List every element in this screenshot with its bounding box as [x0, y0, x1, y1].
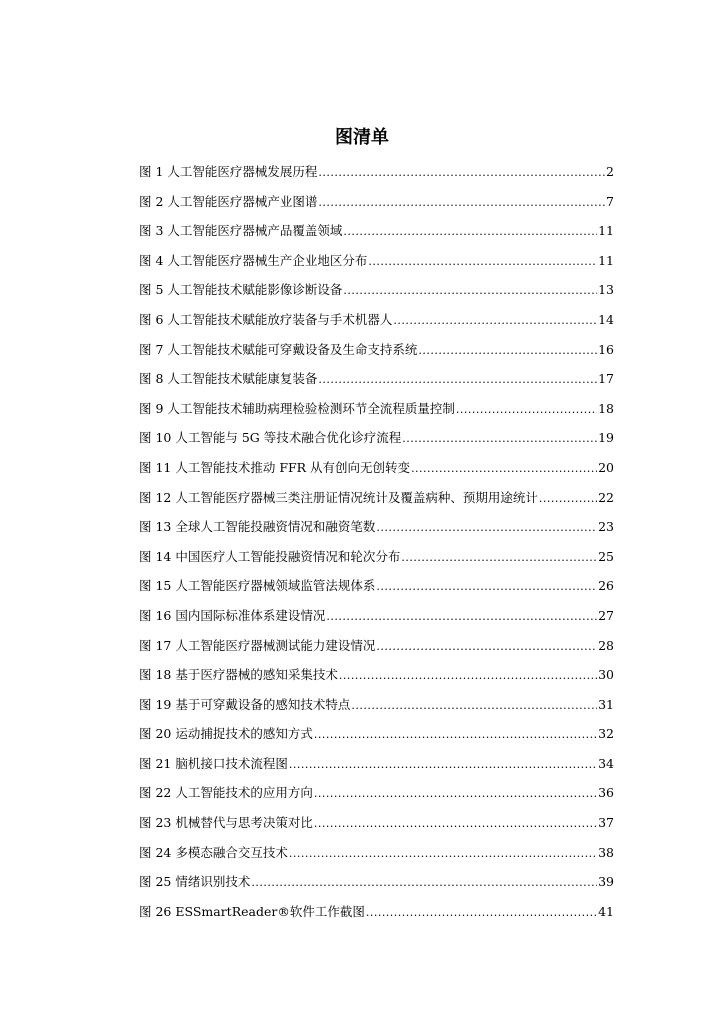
dot-leader: [289, 758, 597, 771]
dot-leader: [411, 462, 597, 475]
toc-entry[interactable]: [139, 399, 614, 429]
dot-leader: [401, 551, 597, 564]
dot-leader: [251, 876, 597, 889]
dot-leader: [343, 284, 597, 297]
dot-leader: [343, 225, 597, 238]
dot-leader: [539, 492, 597, 505]
toc-entry-page-number: 7: [606, 193, 614, 209]
toc-entry-page-number: 30: [598, 667, 614, 683]
toc-entry-page-number: 16: [598, 341, 614, 357]
toc-entry[interactable]: [139, 547, 614, 577]
toc-entry[interactable]: [139, 724, 614, 754]
dot-leader: [366, 906, 597, 919]
toc-entry-label: 图 9 人工智能技术辅助病理检验检测环节全流程质量控制: [139, 400, 455, 416]
dot-leader: [376, 580, 597, 593]
toc-entry[interactable]: [139, 458, 614, 488]
toc-entry-page-number: 20: [598, 459, 614, 475]
toc-entry-label: 图 26 ESSmartReader®软件工作截图: [139, 903, 365, 919]
dot-leader: [318, 196, 605, 209]
toc-entry-page-number: 31: [598, 696, 614, 712]
dot-leader: [314, 787, 597, 800]
dot-leader: [314, 728, 597, 741]
toc-entry[interactable]: [139, 695, 614, 725]
toc-entry-page-number: 18: [598, 400, 614, 416]
toc-entry-page-number: 14: [598, 311, 614, 327]
dot-leader: [456, 403, 597, 416]
toc-entry-page-number: 37: [598, 815, 614, 831]
toc-entry-label: 图 7 人工智能技术赋能可穿戴设备及生命支持系统: [139, 341, 418, 357]
toc-entry[interactable]: [139, 872, 614, 902]
toc-entry-page-number: 32: [598, 726, 614, 742]
toc-entry[interactable]: [139, 340, 614, 370]
toc-entry-page-number: 39: [598, 874, 614, 890]
toc-entry-label: 图 21 脑机接口技术流程图: [139, 755, 288, 771]
toc-entry[interactable]: [139, 754, 614, 784]
dot-leader: [314, 817, 597, 830]
page-title: 图清单: [335, 127, 389, 148]
toc-entry[interactable]: [139, 902, 614, 932]
toc-entry[interactable]: [139, 428, 614, 458]
dot-leader: [351, 699, 597, 712]
toc-entry-label: 图 6 人工智能技术赋能放疗装备与手术机器人: [139, 311, 393, 327]
toc-entry-page-number: 23: [598, 519, 614, 535]
toc-entry-page-number: 36: [598, 785, 614, 801]
toc-entry[interactable]: [139, 636, 614, 666]
toc-entry-page-number: 17: [598, 371, 614, 387]
toc-entry-label: 图 22 人工智能技术的应用方向: [139, 785, 313, 801]
toc-entry-label: 图 11 人工智能技术推动 FFR 从有创向无创转变: [139, 459, 411, 475]
toc-entry-page-number: 27: [598, 607, 614, 623]
toc-entry-page-number: 11: [598, 223, 614, 239]
dot-leader: [376, 640, 597, 653]
figure-list: [139, 162, 614, 931]
toc-entry-label: 图 20 运动捕捉技术的感知方式: [139, 726, 313, 742]
dot-leader: [402, 432, 597, 445]
toc-entry-label: 图 17 人工智能医疗器械测试能力建设情况: [139, 637, 376, 653]
toc-entry-label: 图 8 人工智能技术赋能康复装备: [139, 371, 318, 387]
toc-entry-page-number: 38: [598, 844, 614, 860]
dot-leader: [368, 255, 597, 268]
toc-entry[interactable]: [139, 576, 614, 606]
dot-leader: [393, 314, 597, 327]
toc-entry-label: 图 18 基于医疗器械的感知采集技术: [139, 667, 338, 683]
toc-entry-label: 图 14 中国医疗人工智能投融资情况和轮次分布: [139, 548, 401, 564]
dot-leader: [318, 166, 605, 179]
toc-entry-label: 图 5 人工智能技术赋能影像诊断设备: [139, 282, 343, 298]
dot-leader: [318, 373, 597, 386]
toc-entry-page-number: 25: [598, 548, 614, 564]
toc-entry[interactable]: [139, 665, 614, 695]
dot-leader: [418, 344, 597, 357]
toc-entry[interactable]: [139, 843, 614, 873]
toc-entry-page-number: 41: [598, 903, 614, 919]
toc-entry-label: 图 25 情绪识别技术: [139, 874, 251, 890]
toc-entry-label: 图 15 人工智能医疗器械领域监管法规体系: [139, 578, 376, 594]
toc-entry[interactable]: [139, 221, 614, 251]
toc-entry-page-number: 26: [598, 578, 614, 594]
toc-entry-label: 图 10 人工智能与 5G 等技术融合优化诊疗流程: [139, 430, 402, 446]
toc-entry[interactable]: [139, 517, 614, 547]
toc-entry-page-number: 28: [598, 637, 614, 653]
toc-entry[interactable]: [139, 488, 614, 518]
toc-entry-label: 图 4 人工智能医疗器械生产企业地区分布: [139, 252, 368, 268]
toc-entry[interactable]: [139, 813, 614, 843]
toc-entry-label: 图 1 人工智能医疗器械发展历程: [139, 164, 318, 179]
toc-entry-page-number: 34: [598, 755, 614, 771]
dot-leader: [289, 847, 597, 860]
toc-entry[interactable]: [139, 369, 614, 399]
dot-leader: [339, 669, 597, 682]
dot-leader: [376, 521, 597, 534]
dot-leader: [326, 610, 597, 623]
toc-entry[interactable]: [139, 162, 614, 192]
toc-entry-label: 图 3 人工智能医疗器械产品覆盖领域: [139, 223, 343, 239]
toc-entry[interactable]: [139, 251, 614, 281]
toc-entry-page-number: 2: [606, 164, 614, 179]
toc-entry-page-number: 13: [598, 282, 614, 298]
toc-entry-page-number: 19: [598, 430, 614, 446]
toc-entry-label: 图 2 人工智能医疗器械产业图谱: [139, 193, 318, 209]
toc-entry[interactable]: [139, 280, 614, 310]
toc-entry-label: 图 19 基于可穿戴设备的感知技术特点: [139, 696, 351, 712]
toc-entry[interactable]: [139, 192, 614, 222]
toc-entry-page-number: 11: [598, 252, 614, 268]
toc-entry[interactable]: [139, 783, 614, 813]
toc-entry[interactable]: [139, 310, 614, 340]
toc-entry-label: 图 23 机械替代与思考决策对比: [139, 815, 313, 831]
toc-entry-label: 图 24 多模态融合交互技术: [139, 844, 288, 860]
toc-entry[interactable]: [139, 606, 614, 636]
toc-entry-label: 图 12 人工智能医疗器械三类注册证情况统计及覆盖病种、预期用途统计: [139, 489, 538, 505]
toc-entry-label: 图 16 国内国际标准体系建设情况: [139, 607, 326, 623]
toc-entry-label: 图 13 全球人工智能投融资情况和融资笔数: [139, 519, 376, 535]
toc-entry-page-number: 22: [598, 489, 614, 505]
